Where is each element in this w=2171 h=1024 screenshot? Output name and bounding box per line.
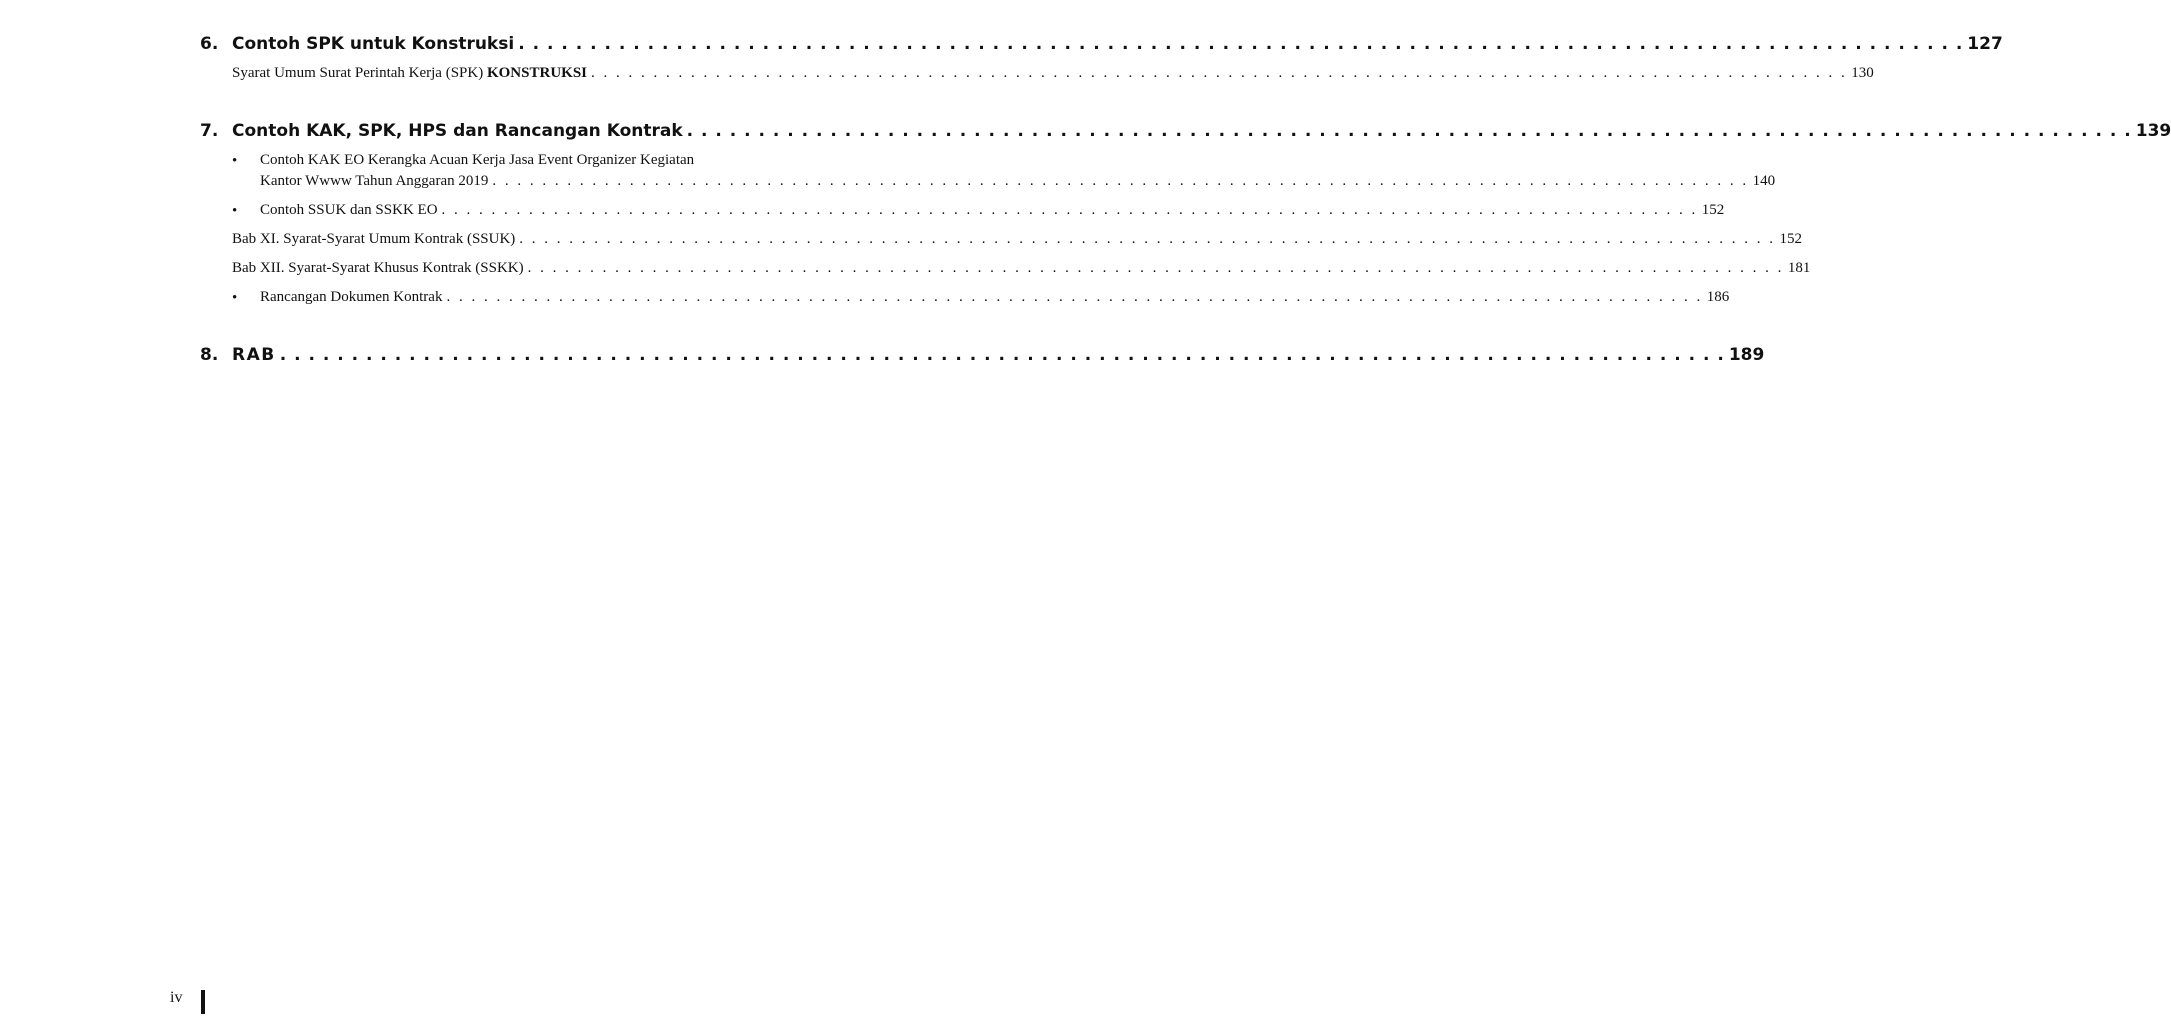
entry-title: Bab XII. Syarat-Syarat Khusus Kontrak (SSKK) (232, 260, 524, 276)
dot-leader: . . . . . . . . . . . . . . . . . . . . . . . . . . . . . . . . . . . . . . . . . . . . . . . . . . . . . . . . . . . . . . . . . . . . . . . . . . . . . . . . . . . . . . . . . . . . . . . . . . . . . (591, 65, 1848, 81)
bullet-icon: • (232, 290, 238, 306)
chapter-page-number: 139 (2135, 121, 2171, 141)
toc-entry-rancangan-dokumen[interactable] (260, 289, 1730, 306)
entry-title: Bab XI. Syarat-Syarat Umum Kontrak (SSUK) (232, 231, 516, 247)
entry-title (232, 65, 587, 82)
entry-title-bold: KONSTRUKSI (486, 65, 587, 81)
chapter-number: 6. (200, 34, 219, 54)
entry-title-line-1[interactable]: Contoh KAK EO Kerangka Acuan Kerja Jasa Event Organizer Kegiatan (260, 152, 695, 168)
chapter-number: 8. (200, 345, 219, 365)
toc-chapter-8[interactable] (200, 345, 1765, 365)
footer-bar (201, 990, 205, 1014)
dot-leader: . . . . . . . . . . . . . . . . . . . . . . . . . . . . . . . . . . . . . . . . . . . . . . . . . . . . . . . . . . . . . . . . . . . . . . . . . . . . . . . . . . . . . . . . . . . . . . . . . . . . . (519, 231, 1776, 247)
toc-entry-bab-xii[interactable] (232, 260, 1811, 277)
footer-page-number: iv (170, 989, 183, 1006)
dot-leader: . . . . . . . . . . . . . . . . . . . . . . . . . . . . . . . . . . . . . . . . . . . . . . . . . . . . . . . . . . . . . . . . . . . . . . . . . . . . . . . . . . . . . . . . . . . . . . . . . . . . . (527, 260, 1784, 276)
chapter-title: RAB (232, 345, 276, 365)
dot-leader: . . . . . . . . . . . . . . . . . . . . . . . . . . . . . . . . . . . . . . . . . . . . . . . . . . . . . . . . . . . . . . . . . . . . . . . . . . . . . . . . . . . . . . . . . . . . . . . . . . . . . (441, 202, 1698, 218)
toc-entry-bab-xi[interactable] (232, 231, 1803, 248)
entry-title-prefix: Syarat Umum Surat Perintah Kerja (SPK) (232, 65, 487, 81)
entry-title: Contoh SSUK dan SSKK EO (260, 202, 438, 218)
bullet-icon: • (232, 153, 238, 169)
entry-page-number: 181 (1787, 260, 1811, 276)
dot-leader: . . . . . . . . . . . . . . . . . . . . . . . . . . . . . . . . . . . . . . . . . . . . . . . . . . . . . . . . . . . . . . . . . . . . . . . . . . . . . . . . . . . . . . . . . . . . . . . . . . . . . (279, 345, 1725, 365)
entry-page-number: 140 (1752, 173, 1776, 189)
chapter-title: Contoh SPK untuk Konstruksi (232, 34, 515, 54)
chapter-page-number: 189 (1728, 345, 1765, 365)
entry-title: Rancangan Dokumen Kontrak (260, 289, 443, 305)
entry-title-line-2: Kantor Wwww Tahun Anggaran 2019 (260, 173, 489, 189)
chapter-page-number: 127 (1967, 34, 2003, 54)
chapter-title: Contoh KAK, SPK, HPS dan Rancangan Kontrak (232, 121, 683, 141)
entry-page-number: 152 (1779, 231, 1803, 247)
toc-chapter-6[interactable] (200, 34, 2003, 54)
chapter-number: 7. (200, 121, 219, 141)
entry-page-number: 130 (1851, 65, 1874, 81)
entry-page-number: 152 (1701, 202, 1725, 218)
toc-entry-ssuk-sskk-eo[interactable] (260, 202, 1725, 219)
dot-leader: . . . . . . . . . . . . . . . . . . . . . . . . . . . . . . . . . . . . . . . . . . . . . . . . . . . . . . . . . . . . . . . . . . . . . . . . . . . . . . . . . . . . . . . . . . . . . . . . . . . . . (492, 173, 1749, 189)
dot-leader: . . . . . . . . . . . . . . . . . . . . . . . . . . . . . . . . . . . . . . . . . . . . . . . . . . . . . . . . . . . . . . . . . . . . . . . . . . . . . . . . . . . . . . . . . . . . . . . . . . . . . (446, 289, 1703, 305)
toc-chapter-7[interactable] (200, 121, 2171, 141)
bullet-icon: • (232, 203, 238, 219)
dot-leader: . . . . . . . . . . . . . . . . . . . . . . . . . . . . . . . . . . . . . . . . . . . . . . . . . . . . . . . . . . . . . . . . . . . . . . . . . . . . . . . . . . . . . . . . . . . . . . . . . . . . . (686, 121, 2132, 141)
dot-leader: . . . . . . . . . . . . . . . . . . . . . . . . . . . . . . . . . . . . . . . . . . . . . . . . . . . . . . . . . . . . . . . . . . . . . . . . . . . . . . . . . . . . . . . . . . . . . . . . . . . . . (518, 34, 1964, 54)
toc-entry-kak-eo[interactable] (260, 173, 1776, 190)
entry-page-number: 186 (1706, 289, 1730, 305)
toc-entry-syarat-umum-spk[interactable] (232, 65, 1874, 82)
